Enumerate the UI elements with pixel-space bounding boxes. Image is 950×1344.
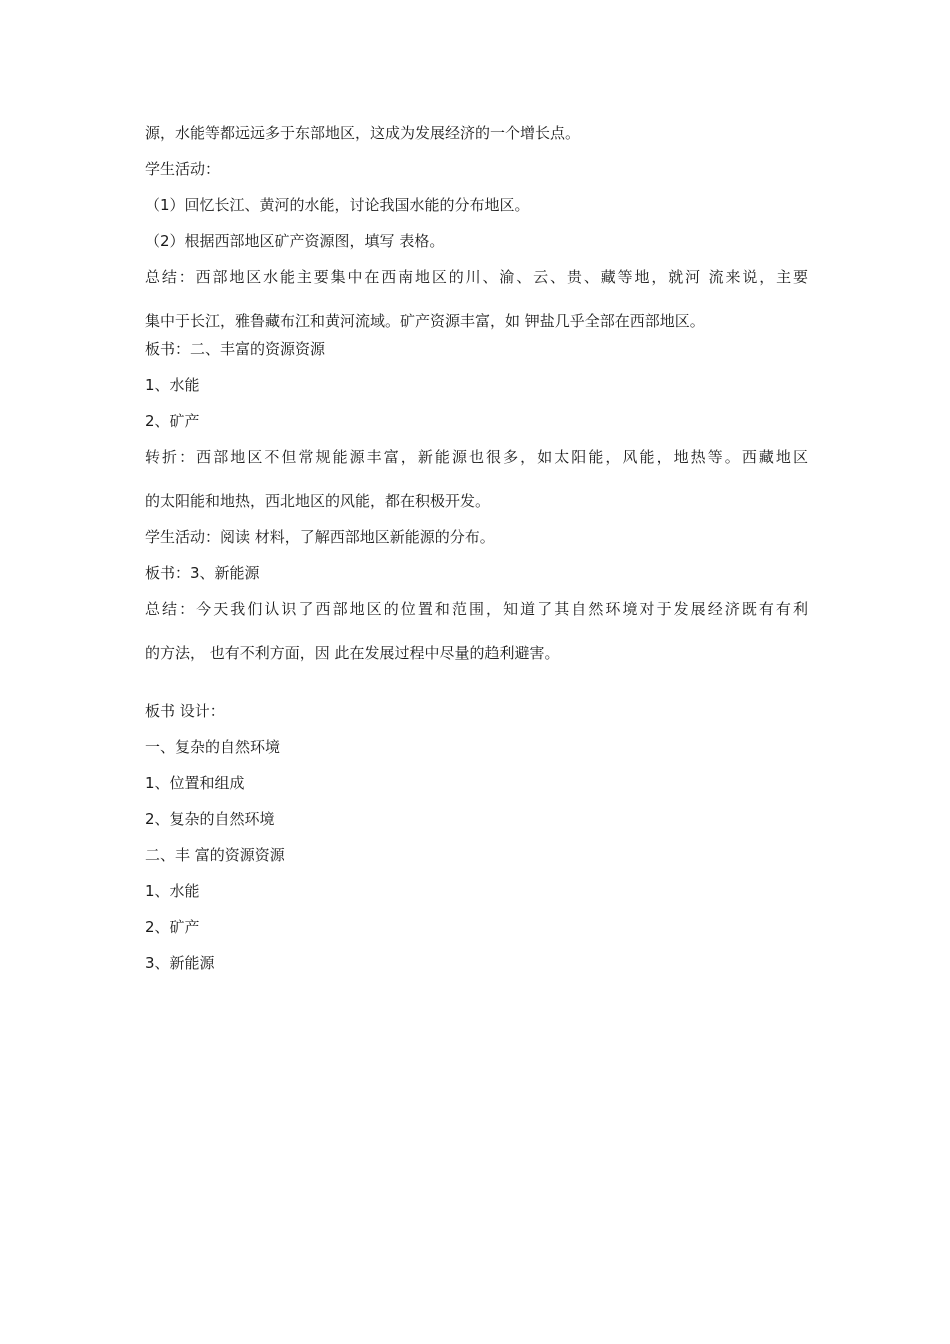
list-item: 3、新能源 xyxy=(145,954,215,972)
paragraph-line: 学生活动：阅读 材料，了解西部地区新能源的分布。 xyxy=(145,528,495,546)
list-item: （2）根据西部地区矿产资源图，填写 表格。 xyxy=(145,232,445,250)
list-item: 1、水能 xyxy=(145,882,200,900)
outline-heading: 二、丰 富的资源资源 xyxy=(145,846,285,864)
list-item: 1、位置和组成 xyxy=(145,774,245,792)
paragraph-line: 集中于长江，雅鲁藏布江和黄河流域。矿产资源丰富，如 钾盐几乎全部在西部地区。 xyxy=(145,312,705,330)
board-heading: 板书：二、丰富的资源资源 xyxy=(145,340,326,358)
paragraph-line: 总结：今天我们认识了西部地区的位置和范围，知道了其自然环境对于发展经济既有有利 xyxy=(145,600,808,618)
board-heading: 板书：3、新能源 xyxy=(145,564,260,582)
list-item: 2、复杂的自然环境 xyxy=(145,810,275,828)
paragraph-line: 的方法， 也有不利方面，因 此在发展过程中尽量的趋利避害。 xyxy=(145,644,560,662)
list-item: 2、矿产 xyxy=(145,412,200,430)
paragraph-line: 源，水能等都远远多于东部地区，这成为发展经济的一个增长点。 xyxy=(145,124,581,142)
list-item: 1、水能 xyxy=(145,376,200,394)
outline-heading: 一、复杂的自然环境 xyxy=(145,738,281,756)
paragraph-line: 转折：西部地区不但常规能源丰富，新能源也很多，如太阳能，风能，地热等。西藏地区 xyxy=(145,448,808,466)
board-design-heading: 板书 设计： xyxy=(145,702,225,720)
paragraph-line: 的太阳能和地热，西北地区的风能，都在积极开发。 xyxy=(145,492,491,510)
paragraph-line: 总结：西部地区水能主要集中在西南地区的川、渝、云、贵、藏等地，就河 流来说，主要 xyxy=(145,268,808,286)
list-item: 2、矿产 xyxy=(145,918,200,936)
paragraph-line: 学生活动： xyxy=(145,160,221,178)
document-body xyxy=(145,122,813,974)
list-item: （1）回忆长江、黄河的水能，讨论我国水能的分布地区。 xyxy=(145,196,530,214)
